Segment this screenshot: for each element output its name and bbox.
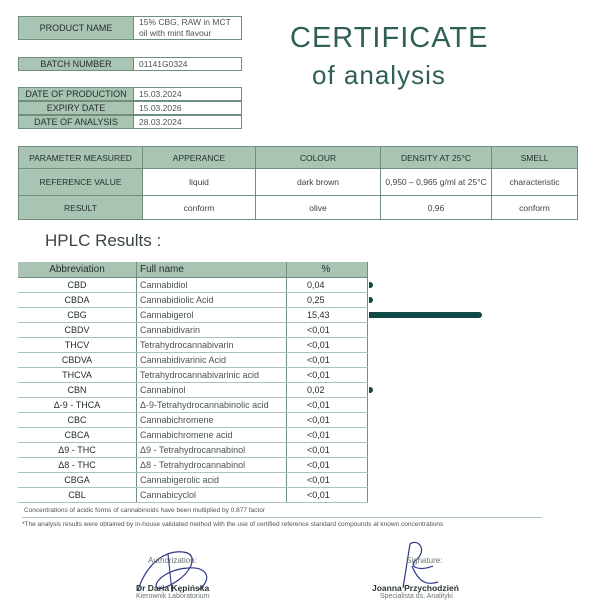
hplc-name: Δ-9-Tetrahydrocannabinolic acid [137, 398, 287, 413]
hplc-row [18, 383, 368, 398]
hplc-header-row [18, 262, 368, 278]
hplc-pct: <0,01 [287, 413, 368, 428]
hplc-row [18, 293, 368, 308]
hplc-abbr: THCV [18, 338, 137, 353]
left-signature-role: Kierownik Laboratorium [136, 593, 210, 600]
right-signature-name: Joanna Przychodzień [372, 583, 459, 593]
hplc-pct: <0,01 [287, 368, 368, 383]
parameter-table [18, 146, 578, 220]
left-signature-label: Authorization: [148, 556, 197, 565]
hplc-pct: 0,04 [287, 278, 368, 293]
hplc-row [18, 323, 368, 338]
hplc-pct: <0,01 [287, 398, 368, 413]
certificate-title: CERTIFICATE [290, 22, 489, 54]
parameter-header-row [19, 147, 578, 169]
product-name-line1: 15% CBG, RAW in MCT [139, 17, 231, 27]
hplc-pct: <0,01 [287, 323, 368, 338]
notes-divider [22, 517, 542, 518]
hplc-abbr: CBC [18, 413, 137, 428]
result-label: RESULT [19, 196, 143, 220]
hplc-row [18, 458, 368, 473]
hplc-abbr: Δ-9 - THCA [18, 398, 137, 413]
reference-row [19, 169, 578, 196]
hplc-abbr: CBCA [18, 428, 137, 443]
hplc-abbr: CBDA [18, 293, 137, 308]
hplc-name: Cannabinol [137, 383, 287, 398]
hplc-row [18, 338, 368, 353]
col-appearance: APPERANCE [143, 147, 256, 169]
col-density: DENSITY AT 25°C [381, 147, 492, 169]
expiry-value: 15.03.2026 [134, 101, 242, 115]
hplc-name: Δ8 - Tetrahydrocannabinol [137, 458, 287, 473]
hplc-pct: <0,01 [287, 338, 368, 353]
hplc-abbr: CBD [18, 278, 137, 293]
hplc-row [18, 473, 368, 488]
hplc-row [18, 353, 368, 368]
hplc-row [18, 413, 368, 428]
reference-smell: characteristic [492, 169, 578, 196]
col-smell: SMELL [492, 147, 578, 169]
hplc-pct: 15,43 [287, 308, 368, 323]
hplc-pct: 0,02 [287, 383, 368, 398]
right-signature-role: Specialista ds. Analityki [380, 593, 453, 600]
hplc-row [18, 398, 368, 413]
hplc-name: Cannabichromene [137, 413, 287, 428]
hplc-pct: <0,01 [287, 353, 368, 368]
hplc-pct: <0,01 [287, 428, 368, 443]
hplc-abbr: Δ9 - THC [18, 443, 137, 458]
hplc-abbr: CBG [18, 308, 137, 323]
hplc-row [18, 428, 368, 443]
expiry-label: EXPIRY DATE [18, 101, 134, 115]
result-smell: conform [492, 196, 578, 220]
hplc-col-pct: % [287, 262, 368, 278]
hplc-table [18, 262, 368, 503]
hplc-row [18, 443, 368, 458]
right-signature-label: Signature: [406, 556, 443, 565]
reference-appearance: liquid [143, 169, 256, 196]
hplc-name: Cannabidivarin [137, 323, 287, 338]
hplc-name: Tetrahydrocannabivarinic acid [137, 368, 287, 383]
hplc-abbr: CBGA [18, 473, 137, 488]
hplc-name: Cannabicyclol [137, 488, 287, 503]
hplc-name: Tetrahydrocannabivarin [137, 338, 287, 353]
hplc-name: Cannabigerolic acid [137, 473, 287, 488]
hplc-row [18, 488, 368, 503]
hplc-name: Cannabidiolic Acid [137, 293, 287, 308]
hplc-value-bar [369, 312, 482, 318]
reference-density: 0,950 – 0,965 g/ml at 25°C [381, 169, 492, 196]
hplc-pct: <0,01 [287, 458, 368, 473]
batch-label: BATCH NUMBER [18, 57, 134, 71]
product-name-label: PRODUCT NAME [18, 16, 134, 40]
hplc-abbr: THCVA [18, 368, 137, 383]
hplc-row [18, 368, 368, 383]
method-note: *The analysis results were obtained by in-house validated method with the use of certified reference standard compounds at known concentrations [22, 521, 444, 528]
hplc-name: Cannabichromene acid [137, 428, 287, 443]
production-value: 15.03.2024 [134, 87, 242, 101]
reference-colour: dark brown [256, 169, 381, 196]
hplc-title: HPLC Results : [45, 231, 162, 250]
result-colour: olive [256, 196, 381, 220]
product-name-value [134, 16, 242, 40]
acidic-note: Concentrations of acidic forms of cannabinoids have been multiplied by 0.877 factor [24, 507, 266, 514]
hplc-name: Cannabigerol [137, 308, 287, 323]
product-name-line2: oil with mint flavour [139, 28, 212, 38]
result-density: 0,96 [381, 196, 492, 220]
hplc-pct: <0,01 [287, 488, 368, 503]
hplc-pct: 0,25 [287, 293, 368, 308]
col-colour: COLOUR [256, 147, 381, 169]
batch-value: 01141G0324 [134, 57, 242, 71]
hplc-pct: <0,01 [287, 443, 368, 458]
hplc-value-bar [369, 387, 373, 393]
result-row [19, 196, 578, 220]
hplc-abbr: CBDV [18, 323, 137, 338]
hplc-pct: <0,01 [287, 473, 368, 488]
hplc-row [18, 278, 368, 293]
hplc-abbr: Δ8 - THC [18, 458, 137, 473]
hplc-name: Δ9 - Tetrahydrocannabinol [137, 443, 287, 458]
hplc-row [18, 308, 368, 323]
hplc-name: Cannabidiol [137, 278, 287, 293]
hplc-abbr: CBDVA [18, 353, 137, 368]
result-appearance: conform [143, 196, 256, 220]
hplc-value-bar [369, 282, 373, 288]
hplc-abbr: CBN [18, 383, 137, 398]
reference-label: REFERENCE VALUE [19, 169, 143, 196]
hplc-col-abbr: Abbreviation [18, 262, 137, 278]
hplc-col-name: Full name [137, 262, 287, 278]
hplc-name: Cannabidivarinic Acid [137, 353, 287, 368]
left-signature-name: Dr Daria Kępińska [136, 583, 210, 593]
analysis-label: DATE OF ANALYSIS [18, 115, 134, 129]
analysis-value: 28.03.2024 [134, 115, 242, 129]
production-label: DATE OF PRODUCTION [18, 87, 134, 101]
hplc-body [18, 278, 368, 503]
hplc-abbr: CBL [18, 488, 137, 503]
col-parameter: PARAMETER MEASURED [19, 147, 143, 169]
certificate-subtitle: of analysis [312, 60, 446, 90]
hplc-value-bar [369, 297, 373, 303]
